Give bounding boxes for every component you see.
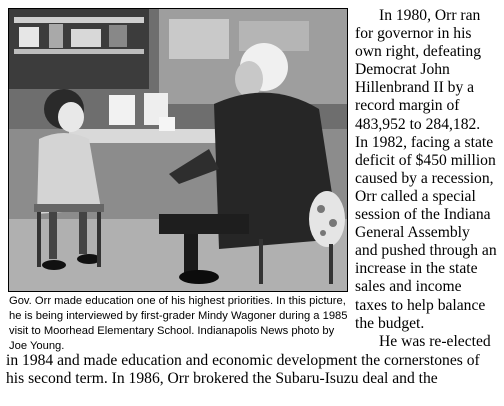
article-text-column [355, 7, 503, 351]
text-line: Hillenbrand II by a [355, 79, 475, 97]
text-line: the budget. [355, 314, 425, 332]
text-line: Orr called a special [355, 187, 476, 205]
text-line: record margin of [355, 97, 460, 115]
text-line: He was re-elected [379, 332, 491, 350]
text-line: 483,952 to 284,182. [355, 115, 481, 133]
photo-caption: Gov. Orr made education one of his highest priorities. In this picture, he is being interviewed by first-grader Mindy Wagoner during a 1985 visit to Moorhead Elementary School. Indianapolis News photo by Joe Young. [9, 295, 348, 352]
text-line: in 1984 and made education and economic development the cornerstones of [6, 352, 480, 369]
text-line: caused by a recession, [355, 169, 494, 187]
text-line: sales and income [355, 278, 462, 296]
text-line: his second term. In 1986, Orr brokered the Subaru-Isuzu deal and the [6, 370, 438, 388]
text-line: In 1980, Orr ran [379, 7, 481, 24]
photo-orr-with-student [8, 8, 348, 292]
text-line: increase in the state [355, 260, 478, 278]
text-line: General Assembly [355, 224, 470, 242]
text-line: Democrat John [355, 61, 450, 79]
text-line: In 1982, facing a state [355, 133, 494, 151]
photo-image [9, 9, 347, 291]
text-line: taxes to help balance [355, 296, 486, 314]
text-line: session of the Indiana [355, 206, 491, 224]
text-line: and pushed through an [355, 242, 497, 260]
text-line: own right, defeating [355, 43, 482, 61]
text-line: deficit of $450 million [355, 151, 496, 169]
text-line: for governor in his [355, 25, 472, 43]
article-text-full-width [6, 352, 502, 388]
